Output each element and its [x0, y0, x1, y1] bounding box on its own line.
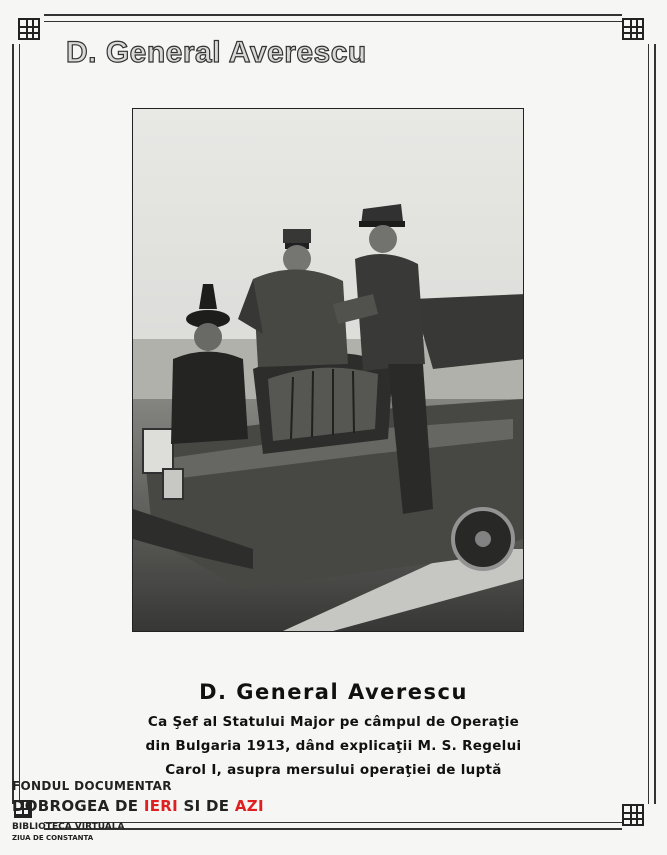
watermark-part-red: IERI: [143, 797, 179, 815]
caption-line: Ca Şef al Statului Major pe câmpul de Operaţie: [147, 714, 520, 730]
watermark-part: DOBROGEA DE: [12, 797, 144, 815]
caption-line: Carol I, asupra mersului operaţiei de luptă: [165, 762, 502, 778]
photograph-icon: [133, 109, 523, 631]
corner-ornament-icon: [18, 18, 40, 40]
caption-line: din Bulgaria 1913, dând explicaţii M. S. Regelui: [145, 738, 522, 754]
watermark-fund-label: FONDUL DOCUMENTAR: [12, 779, 172, 793]
watermark-library-label: BIBLIOTECA VIRTUALA: [12, 822, 125, 832]
border-bottom: [44, 822, 622, 830]
page-title: D. General Averescu: [66, 36, 367, 69]
border-top: [44, 14, 622, 22]
corner-ornament-icon: [622, 18, 644, 40]
watermark-part: SI DE: [178, 797, 235, 815]
caption-title: D. General Averescu: [199, 680, 468, 704]
watermark-publisher-label: ZIUA DE CONSTANTA: [12, 834, 94, 842]
watermark-logo-text: [12, 797, 264, 815]
watermark-part-red: AZI: [234, 797, 264, 815]
photograph: [132, 108, 524, 632]
corner-ornament-icon: [622, 804, 644, 826]
